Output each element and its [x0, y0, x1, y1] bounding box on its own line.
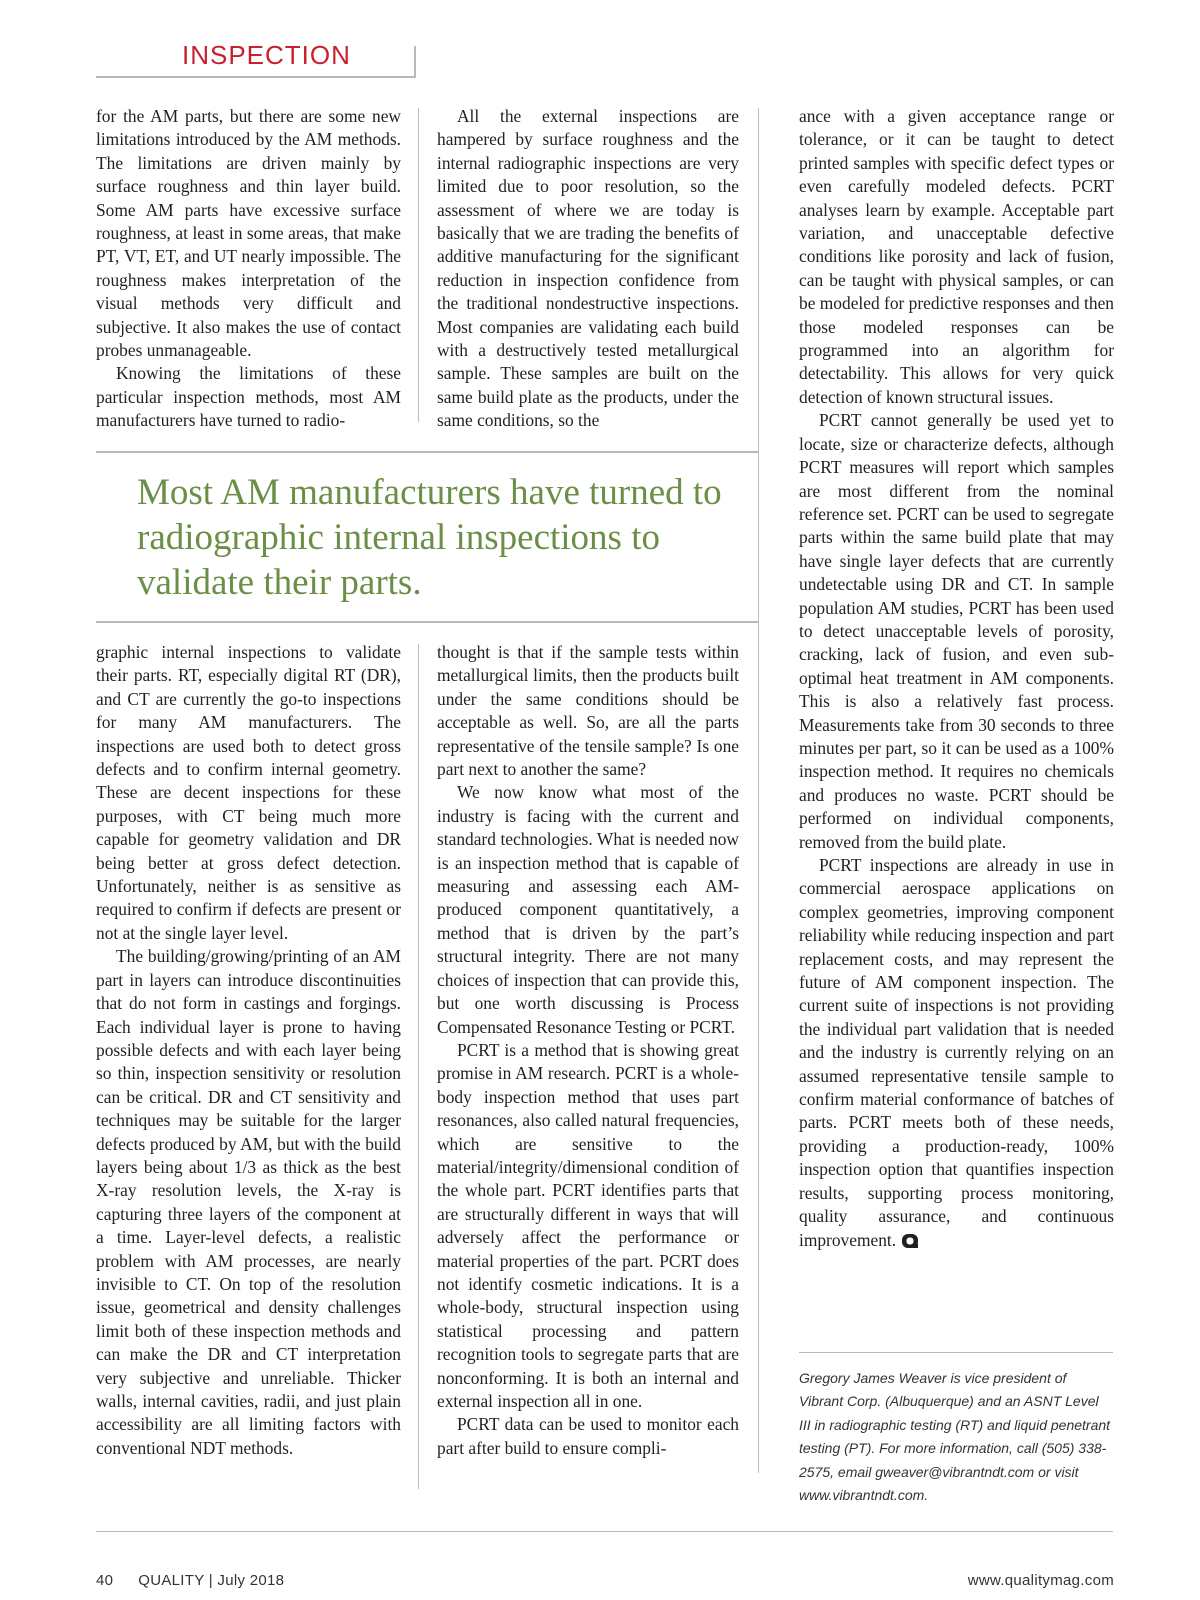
column3	[799, 105, 1114, 1252]
column2-top	[437, 105, 739, 433]
paragraph: ance with a given acceptance range or tolerance, or it can be taught to detect printed samples with specific defect types or even carefully modeled defects. PCRT analyses learn by example. Acceptable part variation, and unacceptable defective conditions like porosity and lack of fusion, can be taught with physical samples, or can be modeled for predictive responses and then those modeled responses can be programmed into an algorithm for detectability. This allows for very quick detection of known structural issues.	[799, 106, 1114, 407]
paragraph: We now know what most of the industry is facing with the current and standard technologies. What is needed now is an inspection method that is capable of measuring and assessing each AM-produced component quantitatively, a method that is driven by the part’s structural integrity. There are not many choices of inspection that can provide this, but one worth discussing is Process Compensated Resonance Testing or PCRT.	[437, 782, 739, 1037]
paragraph: thought is that if the sample tests within metallurgical limits, then the products built under the same conditions should be acceptable as well. So, are all the parts representative of the tensile sample? Is one part next to another the same?	[437, 642, 739, 780]
column1-top	[96, 105, 401, 433]
paragraph	[799, 854, 1114, 1252]
footer-left	[96, 1572, 284, 1589]
paragraph: for the AM parts, but there are some new limitations introduced by the AM methods. The limitations are driven mainly by surface roughness and thin layer build. Some AM parts have excessive surface roughness, at least in some areas, that make PT, VT, ET, and UT nearly impossible. The roughness makes interpretation of the visual methods very difficult and subjective. It also makes the use of contact probes unmanageable.	[96, 106, 401, 361]
paragraph: PCRT is a method that is showing great promise in AM research. PCRT is a whole-body inspection method that uses part resonances, also called natural frequencies, which are sensitive to the material/integrity/dimensional condition of the whole part. PCRT identifies parts that are structurally different in ways that will adversely affect the performance or material properties of the part. PCRT does not identify cosmetic indications. It is a whole-body, structural inspection using statistical processing and pattern recognition tools to segregate parts that are nonconforming. It is both an internal and external inspection all in one.	[437, 1039, 739, 1411]
pull-quote: Most AM manufacturers have turned to radiographic internal inspections to validate their parts.	[137, 472, 722, 603]
paragraph-text: PCRT inspections are already in use in commercial aerospace applications on complex geometries, improving component reliability while reducing inspection and part replacement costs, and may represent the future of AM component inspection. The current suite of inspections is not providing the individual part validation that is needed and the industry is currently relying on an assumed representative tensile sample to confirm material conformance of batches of parts. PCRT meets both of these needs, providing a production-ready, 100% inspection option that quantifies inspection results, supporting process monitoring, quality assurance, and continuous improvement.	[799, 855, 1114, 1250]
column-divider	[418, 108, 419, 422]
paragraph: All the external inspections are hampered by surface roughness and the internal radiographic inspections are very limited due to poor resolution, so the assessment of where we are today is basically that we are trading the benefits of additive manufacturing for the significant reduction in inspection confidence from the traditional nondestructive inspections. Most companies are validating each build with a destructively tested metallurgical sample. These samples are built on the same build plate as the products, under the same conditions, so the	[437, 106, 739, 431]
author-bio: Gregory James Weaver is vice president of Vibrant Corp. (Albuquerque) and an ASNT Level III in radiographic testing (RT) and liquid penetrant testing (PT). For more information, call (505) 338- 2575, email gweaver@vibrantndt.com or visit www.vibrantndt.com.	[799, 1370, 1111, 1504]
pullquote-bottom-rule	[96, 621, 759, 623]
page-number: 40	[96, 1572, 114, 1589]
pullquote-top-rule	[96, 451, 759, 453]
column-divider	[418, 644, 419, 1489]
paragraph: Knowing the limitations of these particular inspection methods, most AM manufacturers have turned to radio-	[96, 363, 401, 431]
bio-divider	[799, 1352, 1113, 1353]
header-divider	[96, 76, 416, 78]
website-url: www.qualitymag.com	[967, 1572, 1114, 1589]
column2-bottom	[437, 641, 739, 1460]
paragraph: The building/growing/printing of an AM part in layers can introduce discontinuities that do not form in castings and forgings. Each individual layer is prone to having possible defects and with each layer being so thin, inspection sensitivity or resolution can be critical. DR and CT sensitivity and techniques may be suitable for the larger defects produced by AM, but with the build layers being about 1/3 as thick as the best X-ray resolution levels, the X-ray is capturing three layers of the component at a time. Layer-level defects, a realistic problem with AM processes, are nearly invisible to CT. On top of the resolution issue, geometrical and density challenges limit both of these inspection methods and can make the DR and CT interpretation very subjective and unreliable. Thicker walls, internal cavities, radii, and just plain accessibility are all limiting factors with conventional NDT methods.	[96, 946, 401, 1458]
quality-q-logo-icon	[902, 1234, 918, 1248]
issue-date: July 2018	[217, 1572, 285, 1589]
magazine-name: QUALITY	[138, 1572, 205, 1589]
header-divider-vertical	[414, 46, 416, 78]
paragraph: PCRT cannot generally be used yet to locate, size or characterize defects, although PCRT measures will report which samples are most different from the nominal reference set. PCRT can be used to segregate parts within the same build plate that may have single layer defects that are currently undetectable using DR and CT. In sample population AM studies, PCRT has been used to detect unacceptable levels of porosity, cracking, lack of fusion, and even sub-optimal heat treatment in AM components. This is also a relatively fast process. Measurements take from 30 seconds to three minutes per part, so it can be used as a 100% inspection method. It requires no chemicals and produces no waste. PCRT should be performed on individual components, removed from the build plate.	[799, 410, 1114, 852]
section-label: INSPECTION	[182, 40, 351, 70]
column-divider	[758, 108, 759, 1473]
footer-rule	[96, 1531, 1113, 1532]
paragraph: graphic internal inspections to validate their parts. RT, especially digital RT (DR), and CT are currently the go-to inspections for many AM manufacturers. The inspections are used both to detect gross defects and to confirm internal geometry. These are decent inspections for these purposes, with CT being much more capable for geometry validation and DR being better at gross defect detection. Unfortunately, neither is as sensitive as required to confirm if defects are present or not at the single layer level.	[96, 642, 401, 943]
footer-separator: |	[208, 1572, 213, 1589]
column1-bottom	[96, 641, 401, 1460]
paragraph: PCRT data can be used to monitor each part after build to ensure compli-	[437, 1414, 739, 1458]
